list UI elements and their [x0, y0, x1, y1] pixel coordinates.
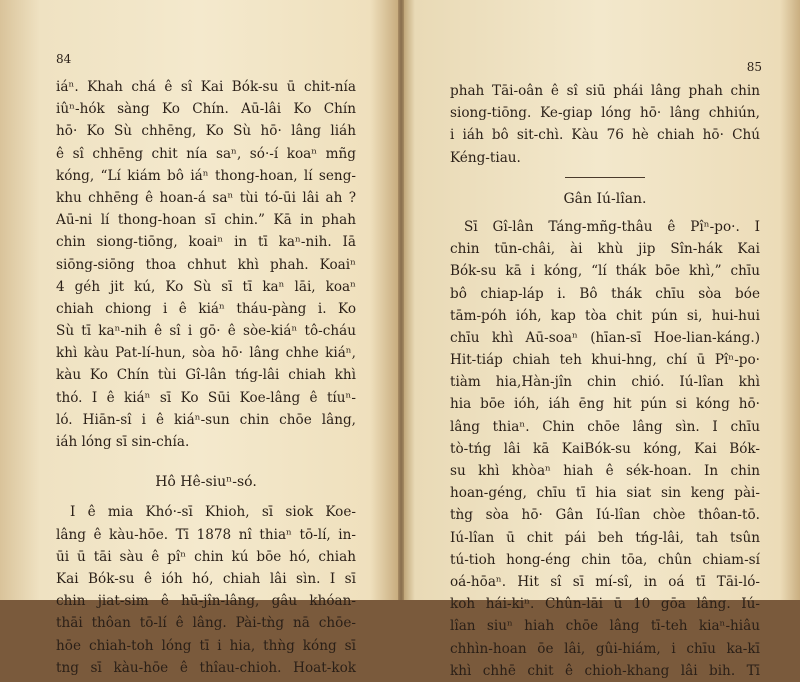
- text-line: ê sî chhēng chit nía saⁿ, só·-í koaⁿ mñg: [56, 145, 356, 162]
- text-line: su khì khòaⁿ hiah ê sék-hoan. In chin: [450, 463, 760, 479]
- section-heading: Hô Hê-siuⁿ-só.: [155, 474, 257, 491]
- text-line: tām-póh ióh, kap tòa chit pún si, hui-hui: [450, 307, 760, 324]
- left-para-2: [56, 501, 356, 679]
- text-line: Sù tī kaⁿ-nih ê sî i gō· ê sòe-kiáⁿ tô-cháu: [56, 323, 356, 340]
- right-page: [404, 0, 800, 679]
- text-line: lâng thiaⁿ. Chin chōe lâng sìn. I chīu: [450, 418, 760, 435]
- text-line: chīu khì Aū-soaⁿ (hīan-sī Hoe-lian-káng.): [450, 329, 760, 346]
- text-line: Hit-tiáp chiah teh khui-hng, chí ū Pîⁿ-po·: [450, 352, 760, 369]
- text-line: khì chhē chit ê chioh-khang lâi bih. Tī: [450, 662, 760, 679]
- text-line: Sī Gî-lân Táng-mñg-thâu ê Pîⁿ-po·. I: [464, 218, 760, 235]
- text-line: I ê mia Khó·-sī Khioh, sī siok Koe-: [70, 504, 356, 521]
- text-line: tng sī kàu-hōe ê thîau-chioh. Hoat-kok: [56, 659, 356, 676]
- text-line: hia bōe ióh, iáh ēng hit pún si kóng hō·: [450, 396, 760, 413]
- text-line: ūi ū tāi sàu ê pîⁿ chin kú bōe hó, chiah: [56, 548, 356, 565]
- text-line: tiàm hia,Hàn-jîn chin chió. Iú-lîan khì: [450, 374, 760, 391]
- text-line: hō· Ko Sù chhēng, Ko Sù hō· lâng liáh: [56, 123, 356, 140]
- text-line: chhìn-hoan ōe lâi, gûi-hiám, i chīu ka-kī: [450, 640, 760, 657]
- left-page-text: [56, 76, 356, 679]
- text-line: thāi thôan tō-lí ê lâng. Pài-tǹg nā chōe-: [56, 615, 356, 632]
- text-line: lîan siuⁿ hiah chōe lâng tī-teh kiaⁿ-hiâu: [450, 618, 760, 635]
- left-para-1: [56, 76, 356, 453]
- text-line: tǹg sòa hō· Gân Iú-lîan chòe thôan-tō.: [450, 507, 760, 524]
- text-line: Bók-su kā i kóng, “lí thák bōe khì,” chīu: [450, 263, 760, 280]
- text-line: Kéng-tiau.: [450, 149, 521, 166]
- text-line: iûⁿ-hók sàng Ko Chín. Aū-lâi Ko Chín: [56, 101, 356, 118]
- right-page-text: [450, 80, 760, 682]
- text-line: thó. I ê kiáⁿ sī Ko Sūi Koe-lâng ê tíuⁿ-: [56, 389, 356, 406]
- text-line: hōe chiah-toh lóng tī i hia, thǹg kóng sī: [56, 637, 356, 654]
- text-line: chin tūn-châi, ài khù jip Sîn-hák Kai: [450, 241, 760, 258]
- text-line: chiah chiong i ê kiáⁿ tháu-pàng i. Ko: [56, 300, 356, 317]
- text-line: i iáh bô sit-chì. Kàu 76 hè chiah hō· Chú: [450, 127, 760, 144]
- right-para-2: [450, 216, 760, 682]
- text-line: lâng ê kàu-hōe. Tī 1878 nî thiaⁿ tō-lí, in-: [56, 526, 356, 543]
- text-line: ló. Hiān-sî i ê kiáⁿ-sun chin chōe lâng,: [56, 411, 356, 428]
- text-line: tú-tioh hong-éng chin tōa, chûn chiam-sí: [450, 551, 760, 568]
- text-line: phah Tāi-oân ê sî siū phái lâng phah chin: [450, 83, 760, 99]
- text-line: iáh lóng sī sin-chía.: [56, 434, 190, 450]
- text-line: chin siong-tiōng, koaiⁿ in tī kaⁿ-nih. Iā: [56, 234, 356, 251]
- text-line: khu chhēng ê hoan-á saⁿ tùi tó-ūi lâi ah ?: [56, 189, 356, 206]
- text-line: iáⁿ. Khah chá ê sî Kai Bók-su ū chit-nía: [56, 79, 356, 95]
- text-line: kóng, “Lí kiám bô iáⁿ thong-hoan, lí seng-: [56, 167, 356, 184]
- text-line: khì kàu Pat-lí-hun, sòa hō· lâng chhe kiáⁿ,: [56, 345, 356, 362]
- text-line: hoan-géng, chīu tī hia siat sin keng pài-: [450, 485, 760, 502]
- text-line: siong-tiōng. Ke-giap lóng hō· lâng chhiún,: [450, 105, 760, 122]
- text-line: kàu Ko Chín tùi Gî-lân tńg-lâi chiah khì: [56, 367, 356, 384]
- section-divider: [565, 177, 645, 178]
- text-line: bô chiap-láp i. Bô thák chīu sòa bóe: [450, 285, 760, 302]
- left-page-number: 84: [56, 52, 72, 66]
- text-line: chin jiat-sim ê hū-jîn-lâng, gâu khóan-: [56, 593, 356, 610]
- right-para-1: [450, 80, 760, 169]
- text-line: siōng-siōng thoa chhut khì phah. Koaiⁿ: [56, 256, 356, 273]
- text-line: Iú-lîan ū chit pái beh tńg-lâi, tah tsûn: [450, 529, 760, 546]
- right-page-number: 85: [746, 60, 762, 74]
- text-line: Aū-ni lí thong-hoan sī chin.” Kā in phah: [56, 212, 356, 229]
- section-heading: Gân Iú-lîan.: [563, 190, 647, 207]
- text-line: koh hái-kiⁿ. Chûn-lāi ū 10 gōa lâng. Iú-: [450, 596, 760, 613]
- text-line: Kai Bók-su ê ióh hó, chiah lâi sìn. I sī: [56, 570, 356, 587]
- text-line: oá-hōaⁿ. Hit sî sī mí-sî, in oá tī Tāi-ló-: [450, 573, 760, 590]
- left-page: [0, 0, 398, 676]
- text-line: 4 géh jit kú, Ko Sù sī tī kaⁿ lāi, koaⁿ: [56, 278, 356, 295]
- text-line: tò-tńg lâi kā KaiBók-su kóng, Kai Bók-: [450, 440, 760, 457]
